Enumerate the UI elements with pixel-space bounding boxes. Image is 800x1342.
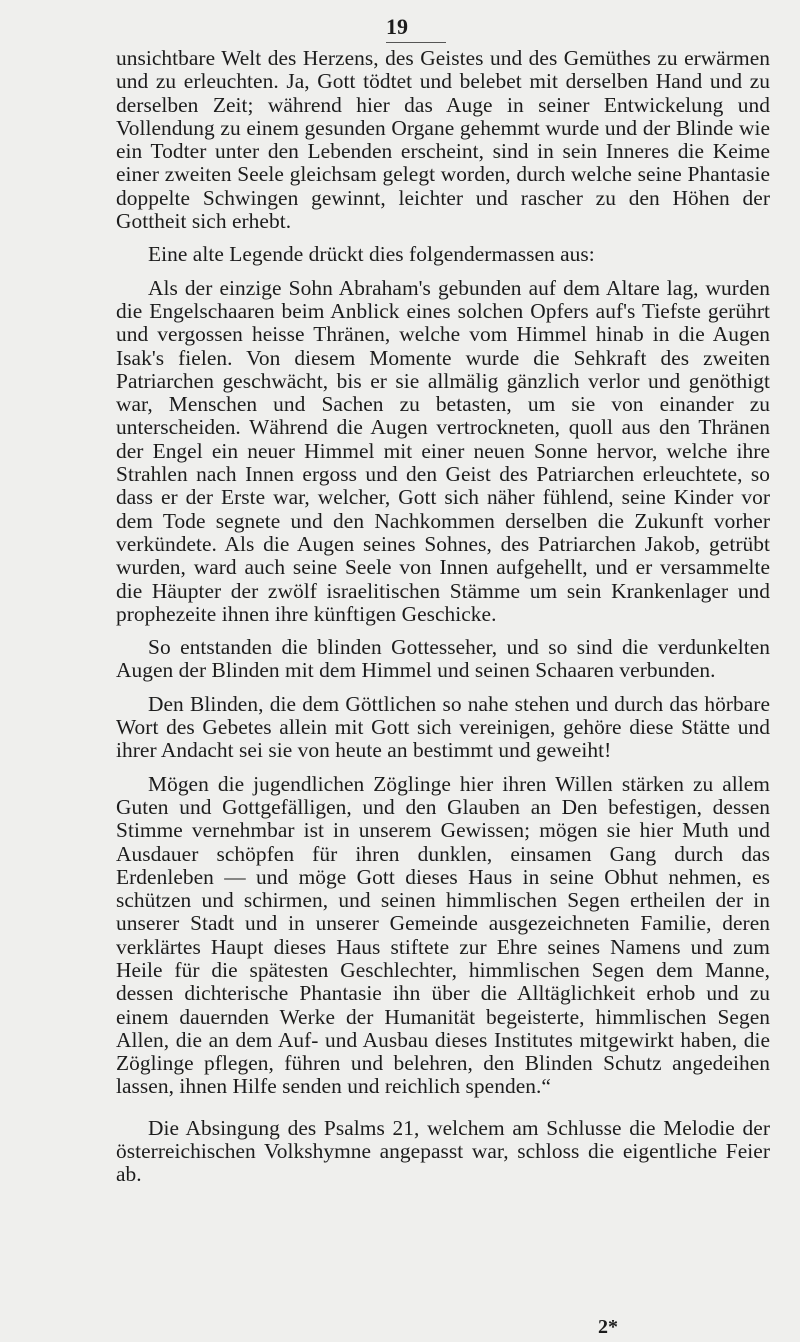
paragraph-4: So entstanden die blinden Gottesseher, und so sind die verdunkelten Augen der Blinden mit dem Himmel und seinen Schaaren verbunden. (116, 635, 770, 683)
paragraph-2: Eine alte Legende drückt dies folgendermassen aus: (148, 242, 595, 267)
paragraph-5: Den Blinden, die dem Göttlichen so nahe stehen und durch das hörbare Wort des Gebetes allein mit Gott sich vereinigen, gehöre diese Stätte und ihrer Andacht sei sie von heute an bestimmt und geweiht! (116, 691, 770, 763)
paragraph-3: Als der einzige Sohn Abraham's gebunden auf dem Altare lag, wurden die Engelschaaren beim Anblick eines solchen Opfers auf's Tiefste gerührt und vergossen heisse Thränen, welche vom Himmel hinab in die Augen Isak's fielen. Von diesem Momente wurde die Sehkraft des zweiten Patriarchen geschwächt, bis er sie allmälig gänzlich verlor und genöthigt war, Menschen und Sachen zu betasten, um sie von einander zu unterscheiden. Während die Augen vertrockneten, quoll aus den Thränen der Engel ein neuer Himmel mit einer neuen Sonne hervor, welche ihre Strahlen nach Innen ergoss und den Geist des Patriarchen erleuchtete, so dass er der Erste war, welcher, Gott sich näher fühlend, seine Kinder vor dem Tode segnete und den Nachkommen derselben die Zukunft vorher verkündete. Als die Augen seines Sohnes, des Patriarchen Jakob, getrübt wurden, ward auch seine Seele von Innen aufgehellt, und er versammelte die Häupter der zwölf israelitischen Stämme um sein Krankenlager und prophezeite ihnen ihre künftigen Geschicke. (116, 275, 770, 626)
paragraph-1: unsichtbare Welt des Herzens, des Geistes und des Gemüthes zu erwärmen und zu erleuchten. Ja, Gott tödtet und belebet mit derselben Hand und zu derselben Zeit; während hier das Auge in seiner Entwickelung und Vollendung zu einem gesunden Organe gehemmt wurde und der Blinde wie ein Todter unter den Lebenden erscheint, sind in sein Inneres die Keime einer zweiten Seele gleichsam gelegt worden, durch welche seine Phantasie doppelte Schwingen gewinnt, leichter und rascher zu den Höhen der Gottheit sich erhebt. (116, 46, 770, 234)
body-text (116, 47, 770, 1187)
signature-mark: 2* (598, 1316, 618, 1338)
paragraph-6: Mögen die jugendlichen Zöglinge hier ihren Willen stärken zu allem Guten und Gottgefälligen, und den Glauben an Den befestigen, dessen Stimme vernehmbar ist in unserem Gewissen; mögen sie hier Muth und Ausdauer schöpfen für ihren dunklen, einsamen Gang durch das Erdenleben — und möge Gott dieses Haus in seine Obhut nehmen, es schützen und schirmen, und seinen himmlischen Segen ertheilen der in unserer Stadt und in unserer Gemeinde ausgezeichneten Familie, deren verklärtes Haupt dieses Haus stiftete zur Ehre seines Namens und zum Heile für die spätesten Geschlechter, himmlischen Segen dem Manne, dessen dichterische Phantasie ihn über die Alltäglichkeit erhob und zu einem dauernden Werke der Humanität begeisterte, himmlischen Segen Allen, die an dem Auf- und Ausbau dieses Institutes mitgewirkt haben, die Zöglinge pflegen, führen und belehren, den Blinden Schutz angedeihen lassen, ihnen Hilfe senden und reichlich spenden.“ (116, 771, 770, 1099)
page-number: 19 (386, 14, 446, 43)
paragraph-7: Die Absingung des Psalms 21, welchem am Schlusse die Melodie der österreichischen Volkshymne angepasst war, schloss die eigentliche Feier ab. (116, 1115, 770, 1187)
